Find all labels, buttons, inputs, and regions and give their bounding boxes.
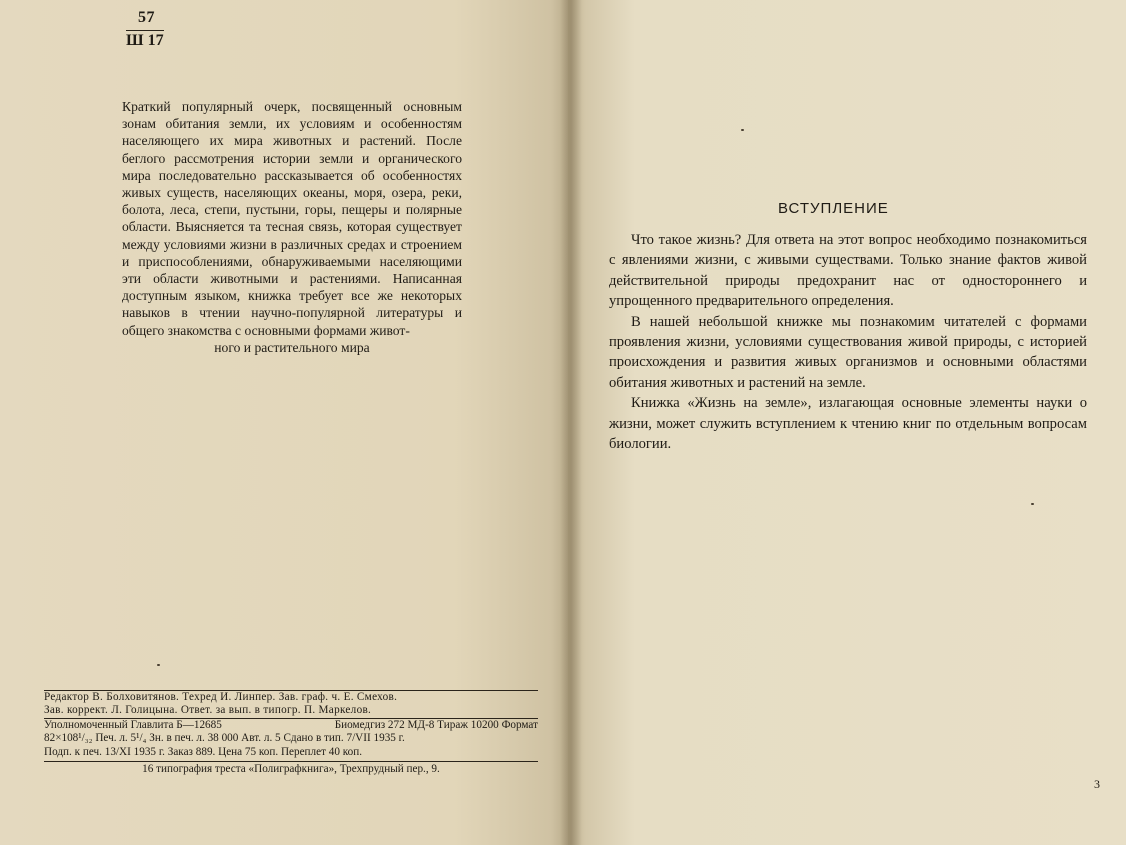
paper-speck (1031, 503, 1034, 505)
intro-paragraph-3: Книжка «Жизнь на земле», излагающая основные элементы науки о жизни, может служить вступлением к чтению книг по отдельным вопросам биологии. (609, 395, 1087, 453)
classification-code: Ш 17 (126, 32, 164, 49)
intro-text (609, 230, 1087, 454)
intro-paragraph-2: В нашей небольшой книжке мы познакомим читателей с формами проявления жизни, условиями существования живой природы, с историей происхождения и развития живых организмов и основными областями обитания животных и растений на земле. (609, 313, 1087, 391)
imprint-edition: Биомедгиз 272 МД-8 Тираж 10200 Формат (334, 718, 538, 731)
imprint-format: 82×108¹/₃₂ Печ. л. 5¹/₄ Зн. в печ. л. 38 000 Авт. л. 5 Сдано в тип. 7/VII 1935 г. (44, 732, 405, 745)
book-annotation (122, 98, 462, 356)
paper-speck (741, 129, 744, 131)
imprint-censor: Уполномоченный Главлита Б—12685 (44, 718, 222, 731)
imprint-editors: Редактор В. Болховитянов. Техред И. Линпер. Зав. граф. ч. Е. Смехов. (44, 691, 398, 703)
page-number: 3 (1094, 777, 1100, 791)
catalog-number: 57 (138, 9, 155, 26)
imprint-line-censor (44, 718, 538, 732)
paper-speck (157, 664, 160, 666)
annotation-text: Краткий популярный очерк, посвященный основным зонам обитания земли, их условиям и особенностям населяющего их мира животных и растений. После беглого рассмотрения истории земли и органического мира последовательно рассказывается об особенностях живых существ, населяющих океаны, моря, озера, реки, болота, леса, степи, пустыни, горы, пещеры и полярные области. Выясняется та тесная связь, которая существует между условиями жизни в различных средах и строением и приспособлениями, обнаруживаемыми населяющими эти области животными и растениями. Написанная доступным языком, книжка требует все же некоторых навыков в чтении научно-популярной литературы и общего знакомства с основными формами живот- (122, 99, 462, 338)
annotation-last-line: ного и растительного мира (214, 339, 370, 355)
imprint-printer: 16 типография треста «Полиграфкнига», Трехпрудный пер., 9. (44, 761, 538, 776)
imprint-proofreaders: Зав. коррект. Л. Голицына. Ответ. за вып. в типогр. П. Маркелов. (44, 704, 372, 717)
intro-paragraph-1: Что такое жизнь? Для ответа на этот вопрос необходимо познакомиться с явлениями жизни, с живыми существами. Только знание фактов живой действительной природы предохранит нас от одностороннего и упрощенного предварительного определения. (609, 232, 1087, 310)
imprint-block (44, 690, 538, 776)
imprint-line-editors (44, 690, 538, 704)
book-gutter (560, 0, 582, 845)
imprint-price: Подп. к печ. 13/XI 1935 г. Заказ 889. Цена 75 коп. Переплет 40 коп. (44, 745, 363, 758)
chapter-heading: ВСТУПЛЕНИЕ (778, 200, 889, 217)
